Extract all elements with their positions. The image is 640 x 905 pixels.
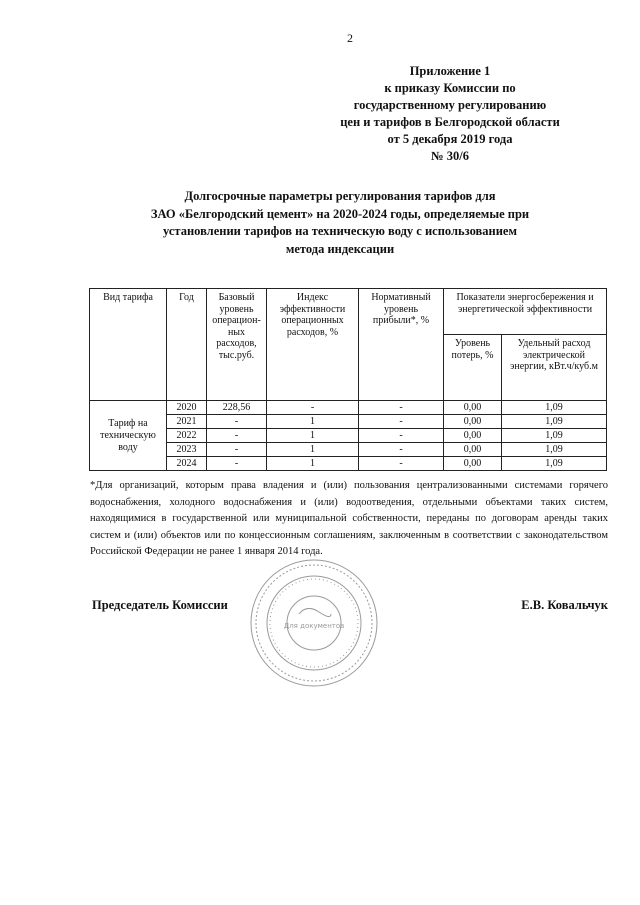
title-line: установлении тарифов на техническую воду с использованием	[163, 224, 517, 238]
table-row	[90, 429, 607, 443]
appendix-line: цен и тарифов в Белгородской области	[340, 115, 560, 129]
seal-emblem-mark	[299, 608, 331, 616]
efficiency-index-cell: -	[267, 401, 359, 415]
header-base-level: Базовый уровень операцион-ных расходов, тыс.руб.	[207, 289, 267, 401]
header-tariff-type: Вид тарифа	[90, 289, 167, 401]
header-year: Год	[167, 289, 207, 401]
official-seal	[247, 556, 381, 690]
header-normative-profit: Нормативный уровень прибыли*, %	[359, 289, 444, 401]
signatory-position: Председатель Комиссии	[92, 598, 228, 612]
loss-level-cell: 0,00	[444, 415, 502, 429]
year-cell: 2023	[167, 443, 207, 457]
title-line: Долгосрочные параметры регулирования тарифов для	[184, 189, 496, 203]
title-line: ЗАО «Белгородский цемент» на 2020-2024 годы, определяемые при	[150, 206, 530, 221]
loss-level-cell: 0,00	[444, 429, 502, 443]
seal-inner-text: Для документов	[283, 622, 345, 630]
table-row	[90, 457, 607, 471]
parameters-table	[89, 288, 607, 471]
year-cell: 2022	[167, 429, 207, 443]
header-specific-consumption: Удельный расход электрической энергии, кВт.ч/куб.м	[502, 335, 607, 401]
appendix-block	[300, 63, 600, 165]
specific-consumption-cell: 1,09	[502, 429, 607, 443]
appendix-line: к приказу Комиссии по	[384, 81, 516, 95]
base-level-cell: -	[207, 443, 267, 457]
year-cell: 2024	[167, 457, 207, 471]
specific-consumption-cell: 1,09	[502, 401, 607, 415]
year-cell: 2021	[167, 415, 207, 429]
appendix-line: от 5 декабря 2019 года	[387, 132, 513, 146]
loss-level-cell: 0,00	[444, 443, 502, 457]
header-energy-group: Показатели энергосбережения и энергетической эффективности	[444, 289, 607, 335]
appendix-line: Приложение 1	[409, 64, 491, 78]
base-level-cell: -	[207, 429, 267, 443]
table-row	[90, 415, 607, 429]
normative-profit-cell: -	[359, 457, 444, 471]
signatory-name: Е.В. Ковальчук	[521, 598, 608, 612]
appendix-line: № 30/6	[431, 149, 469, 163]
page-number: 2	[347, 31, 353, 45]
base-level-cell: 228,56	[207, 401, 267, 415]
loss-level-cell: 0,00	[444, 457, 502, 471]
normative-profit-cell: -	[359, 401, 444, 415]
specific-consumption-cell: 1,09	[502, 457, 607, 471]
tariff-name-cell: Тариф на техническую воду	[90, 401, 167, 471]
specific-consumption-cell: 1,09	[502, 443, 607, 457]
efficiency-index-cell: 1	[267, 443, 359, 457]
base-level-cell: -	[207, 415, 267, 429]
normative-profit-cell: -	[359, 443, 444, 457]
normative-profit-cell: -	[359, 415, 444, 429]
table-row	[90, 401, 607, 415]
table-row	[90, 443, 607, 457]
title-line: метода индексации	[285, 241, 395, 256]
base-level-cell: -	[207, 457, 267, 471]
header-loss-level: Уровень потерь, %	[444, 335, 502, 401]
efficiency-index-cell: 1	[267, 415, 359, 429]
efficiency-index-cell: 1	[267, 429, 359, 443]
footnote: *Для организаций, которым права владения и (или) пользования централизованными системами горячего водоснабжения, холодного водоснабжения и (или) водоотведения, отдельными объектами таких систем, находящимися в государственной или муниципальной собственности, переданы по договорам аренды таких систем и (или) объектов или по концессионным соглашениям, заключенным в соответствии с законодательством Российской Федерации не ранее 1 января 2014 года.	[90, 480, 608, 557]
year-cell: 2020	[167, 401, 207, 415]
specific-consumption-cell: 1,09	[502, 415, 607, 429]
appendix-line: государственному регулированию	[353, 98, 547, 112]
efficiency-index-cell: 1	[267, 457, 359, 471]
loss-level-cell: 0,00	[444, 401, 502, 415]
document-title	[60, 188, 620, 258]
normative-profit-cell: -	[359, 429, 444, 443]
header-efficiency-index: Индекс эффективности операционных расходов, %	[267, 289, 359, 401]
